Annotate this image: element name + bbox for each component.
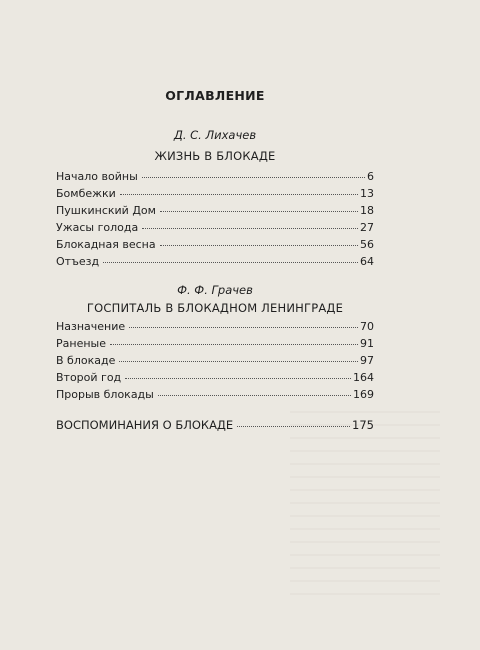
toc-entry[interactable] xyxy=(56,238,374,254)
leader-dots xyxy=(103,262,358,263)
toc-heading: ОГЛАВЛЕНИЕ xyxy=(165,88,265,103)
section-author: Д. С. Лихачев xyxy=(173,128,257,142)
entry-label: Ужасы голода xyxy=(56,221,139,234)
entry-label: Блокадная весна xyxy=(56,238,156,251)
toc-entry[interactable] xyxy=(56,170,374,186)
entry-page: 56 xyxy=(360,238,374,251)
entry-page: 64 xyxy=(360,255,374,268)
entry-page: 97 xyxy=(360,354,374,367)
toc-entry-final[interactable] xyxy=(56,418,374,434)
entry-page: 175 xyxy=(352,418,374,432)
leader-dots xyxy=(120,194,358,195)
toc-entry[interactable] xyxy=(56,204,374,220)
entry-label: Назначение xyxy=(56,320,126,333)
entry-page: 169 xyxy=(353,388,374,401)
entry-label: Начало войны xyxy=(56,170,138,183)
entry-label: В блокаде xyxy=(56,354,116,367)
toc-entry[interactable] xyxy=(56,388,374,404)
toc-entry[interactable] xyxy=(56,187,374,203)
entry-label: Второй год xyxy=(56,371,122,384)
entry-page: 27 xyxy=(360,221,374,234)
leader-dots xyxy=(237,426,350,427)
toc-entry[interactable] xyxy=(56,354,374,370)
leader-dots xyxy=(142,177,365,178)
entry-label: Пушкинский Дом xyxy=(56,204,156,217)
entry-page: 164 xyxy=(353,371,374,384)
toc-entry[interactable] xyxy=(56,221,374,237)
leader-dots xyxy=(119,361,358,362)
leader-dots xyxy=(129,327,358,328)
section-author: Ф. Ф. Грачев xyxy=(177,283,253,297)
section-title: ЖИЗНЬ В БЛОКАДЕ xyxy=(154,149,276,163)
entry-page: 91 xyxy=(360,337,374,350)
section-title: ГОСПИТАЛЬ В БЛОКАДНОМ ЛЕНИНГРАДЕ xyxy=(86,301,344,315)
toc-entry[interactable] xyxy=(56,320,374,336)
entry-label: Раненые xyxy=(56,337,106,350)
entry-page: 70 xyxy=(360,320,374,333)
toc-entry[interactable] xyxy=(56,337,374,353)
leader-dots xyxy=(160,211,358,212)
leader-dots xyxy=(160,245,358,246)
entry-page: 13 xyxy=(360,187,374,200)
entry-label: Отъезд xyxy=(56,255,100,268)
leader-dots xyxy=(142,228,358,229)
entry-label: Бомбежки xyxy=(56,187,116,200)
leader-dots xyxy=(125,378,351,379)
entry-label: ВОСПОМИНАНИЯ О БЛОКАДЕ xyxy=(56,418,234,432)
leader-dots xyxy=(110,344,358,345)
toc-entry[interactable] xyxy=(56,255,374,271)
toc-entry[interactable] xyxy=(56,371,374,387)
entry-label: Прорыв блокады xyxy=(56,388,154,401)
entry-page: 6 xyxy=(367,170,374,183)
leader-dots xyxy=(158,395,351,396)
entry-page: 18 xyxy=(360,204,374,217)
